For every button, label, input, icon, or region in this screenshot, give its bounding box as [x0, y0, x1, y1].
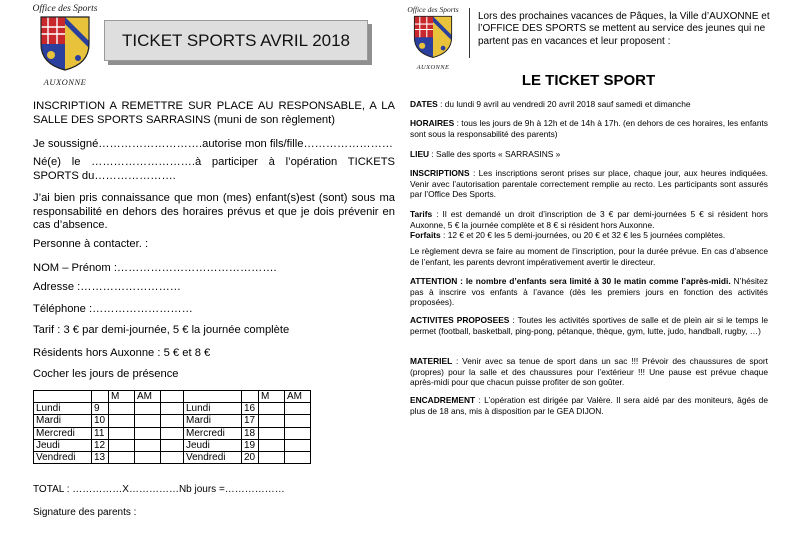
checkbox-cell-am[interactable] — [285, 415, 311, 427]
day-label: Mardi — [184, 415, 242, 427]
inscriptions-text: : Les inscriptions seront prises sur place, chaque jour, aux heures indiquées. Venir avec l’autorisation parentale correctement remplie au recto. Les participants sont assurés par l’Office Des Sports. — [410, 168, 768, 200]
checkbox-cell-m[interactable] — [109, 403, 135, 415]
presence-row — [34, 427, 311, 439]
contact-heading: Personne à contacter. : — [33, 238, 149, 250]
presence-header-row — [34, 391, 311, 403]
horaires-label: HORAIRES — [410, 118, 455, 128]
checkbox-cell-m[interactable] — [109, 439, 135, 451]
reglement-section: Le règlement devra se faire au moment de l’inscription, pour la durée prévue. En cas d’absence de l’enfant, les parents devront impérativement avertir le directeur. — [410, 246, 768, 267]
telephone-field[interactable]: Téléphone :……………………… — [33, 303, 193, 315]
checkbox-cell-m[interactable] — [259, 403, 285, 415]
logo-caption-bottom: AUXONNE — [43, 77, 87, 87]
day-label: Mardi — [34, 415, 92, 427]
signature-line[interactable]: Signature des parents : — [33, 507, 137, 518]
day-label: Jeudi — [184, 439, 242, 451]
office-des-sports-logo-small — [405, 5, 461, 71]
checkbox-cell-am[interactable] — [135, 427, 161, 439]
header-m: M — [109, 391, 135, 403]
checkbox-cell-m[interactable] — [259, 451, 285, 463]
encadrement-section — [410, 395, 768, 416]
attention-bold: ATTENTION : le nombre d’enfants sera limité à 30 le matin comme l’après-midi. — [410, 276, 731, 286]
encadrement-text: : L’opération est dirigée par Valère. Il sera aidé par des moniteurs, âgés de plus de 18 ans, mis à disposition par le GEA DIJON. — [410, 395, 768, 416]
horaires-text: : tous les jours de 9h à 12h et de 14h à 17h. (en dehors de ces horaires, les enfants sont sous la responsabilité des parents) — [410, 118, 768, 139]
checkbox-cell-m[interactable] — [109, 427, 135, 439]
page-title-banner: TICKET SPORTS AVRIL 2018 — [104, 20, 368, 61]
activites-label: ACTIVITES PROPOSEES — [410, 315, 510, 325]
presence-row — [34, 439, 311, 451]
tarifs-label: Tarifs — [410, 209, 433, 219]
intro-divider — [469, 8, 470, 58]
checkbox-cell-am[interactable] — [285, 439, 311, 451]
soussigne-line[interactable]: Je soussigné……………………….autorise mon fils/fille…………………… — [33, 138, 393, 150]
header-am: AM — [135, 391, 161, 403]
presence-row — [34, 403, 311, 415]
inscription-notice: INSCRIPTION A REMETTRE SUR PLACE AU RESPONSABLE, A LA SALLE DES SPORTS SARRASINS (muni de son règlement) — [33, 100, 395, 126]
tarifs-text: : Il est demandé un droit d’inscription de 3 € par demi-journées 5 € si résident hors Auxonne, 5 € la journée complète et 8 € si résident hors Auxonne. — [410, 209, 768, 230]
day-number: 17 — [242, 415, 259, 427]
intro-text: Lors des prochaines vacances de Pâques, la Ville d’AUXONNE et l’OFFICE DES SPORTS se mettent au service des jeunes qui ne partent pas en vacances et leur proposent : — [478, 11, 770, 47]
header-am: AM — [285, 391, 311, 403]
logo-caption-top: Office des Sports — [407, 5, 459, 14]
day-number: 11 — [92, 427, 109, 439]
checkbox-cell-am[interactable] — [135, 439, 161, 451]
horaires-section — [410, 118, 768, 139]
activites-section — [410, 315, 768, 336]
checkbox-cell-m[interactable] — [259, 439, 285, 451]
forfaits-text: : 12 € et 20 € les 5 demi-journées, ou 20 € et 32 € les 5 journées complètes. — [440, 230, 726, 241]
materiel-section — [410, 356, 768, 388]
tarifs-section — [410, 209, 768, 241]
day-number: 20 — [242, 451, 259, 463]
activites-text: : Toutes les activités sportives de salle et de plein air si le temps le permet (football, basketball, ping-pong, pétanque, thèque, gym, lutte, judo, handball, rugby, …) — [410, 315, 768, 336]
day-label: Mercredi — [184, 427, 242, 439]
day-label: Lundi — [34, 403, 92, 415]
adresse-field[interactable]: Adresse :……………………… — [33, 281, 181, 293]
materiel-label: MATERIEL — [410, 356, 453, 366]
logo-caption-top: Office des Sports — [32, 4, 98, 14]
day-number: 9 — [92, 403, 109, 415]
checkbox-cell-am[interactable] — [285, 451, 311, 463]
attention-text: N’hésitez pas à inscrire vos enfants à l’avance (dès les premiers jours en fonction des activités proposées). — [410, 276, 768, 308]
day-number: 12 — [92, 439, 109, 451]
checkbox-cell-am[interactable] — [135, 451, 161, 463]
day-label: Vendredi — [34, 451, 92, 463]
day-label: Lundi — [184, 403, 242, 415]
day-number: 19 — [242, 439, 259, 451]
auxonne-crest-icon — [412, 14, 454, 59]
checkbox-cell-m[interactable] — [259, 427, 285, 439]
forfaits-label: Forfaits — [410, 230, 441, 241]
dates-label: DATES — [410, 99, 438, 109]
checkbox-cell-m[interactable] — [109, 451, 135, 463]
checkbox-cell-am[interactable] — [285, 427, 311, 439]
residents-line: Résidents hors Auxonne : 5 € et 8 € — [33, 347, 211, 359]
day-label: Vendredi — [184, 451, 242, 463]
office-des-sports-logo — [30, 4, 100, 87]
birth-line[interactable]: Né(e) le ……………………….à participer à l’opération TICKETS SPORTS du…………………. — [33, 156, 395, 182]
checkbox-cell-m[interactable] — [109, 415, 135, 427]
day-number: 13 — [92, 451, 109, 463]
dates-section — [410, 99, 768, 110]
encadrement-label: ENCADREMENT — [410, 395, 476, 405]
nom-prenom-field[interactable]: NOM – Prénom :……………………………………. — [33, 262, 277, 274]
auxonne-crest-icon — [38, 14, 92, 72]
checkbox-cell-am[interactable] — [135, 415, 161, 427]
lieu-label: LIEU — [410, 149, 430, 159]
consent-text: J’ai bien pris connaissance que mon (mes) enfant(s)est (sont) sous ma responsabilité en dehors des horaires prévus et que je dois prévenir en cas d’absence. — [33, 192, 395, 231]
materiel-text: : Venir avec sa tenue de sport dans un sac !!! Prévoir des chaussures de sport (propres) pour la salle et des chaussures pour l’extérieur !!! Une pause est prévue chaque après-midi pour que chacun puisse profiter de son goûter. — [410, 356, 768, 388]
logo-caption-bottom: AUXONNE — [416, 64, 450, 71]
presence-row — [34, 415, 311, 427]
header-m: M — [259, 391, 285, 403]
inscriptions-section — [410, 168, 768, 200]
checkbox-cell-m[interactable] — [259, 415, 285, 427]
checkbox-cell-am[interactable] — [135, 403, 161, 415]
day-number: 18 — [242, 427, 259, 439]
total-line[interactable]: TOTAL : ……………X……………Nb jours =……………… — [33, 484, 285, 495]
cocher-heading: Cocher les jours de présence — [33, 368, 179, 380]
attention-section — [410, 276, 768, 308]
day-label: Mercredi — [34, 427, 92, 439]
presence-row — [34, 451, 311, 463]
dates-text: : du lundi 9 avril au vendredi 20 avril 2018 sauf samedi et dimanche — [437, 99, 691, 109]
lieu-section — [410, 149, 768, 160]
day-label: Jeudi — [34, 439, 92, 451]
ticket-sport-title: LE TICKET SPORT — [521, 72, 656, 89]
lieu-text: : Salle des sports « SARRASINS » — [429, 149, 561, 159]
day-number: 10 — [92, 415, 109, 427]
presence-table — [33, 390, 311, 464]
checkbox-cell-am[interactable] — [285, 403, 311, 415]
day-number: 16 — [242, 403, 259, 415]
inscriptions-label: INSCRIPTIONS — [410, 168, 470, 178]
tarif-line: Tarif : 3 € par demi-journée, 5 € la journée complète — [33, 324, 290, 336]
